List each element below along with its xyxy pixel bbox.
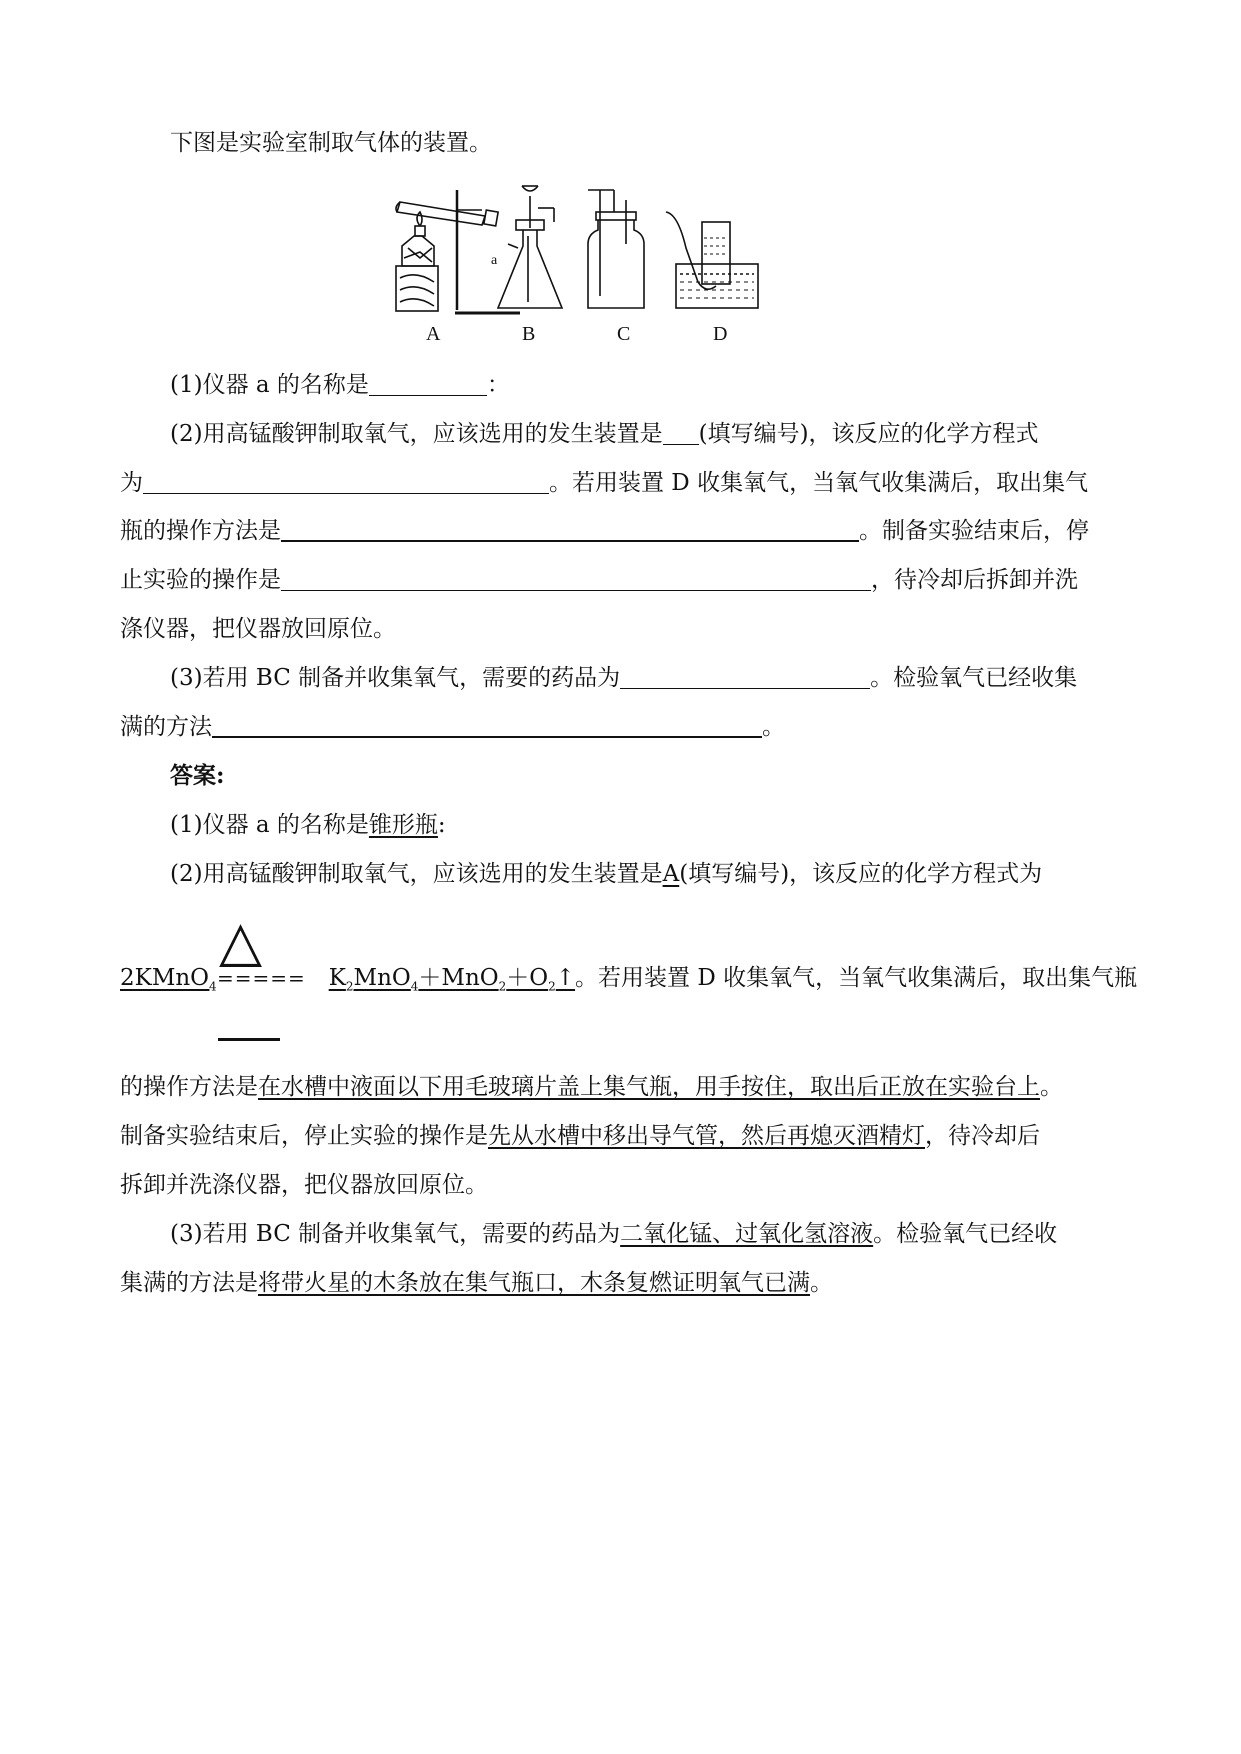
- intro-text: 下图是实验室制取气体的装置。: [170, 130, 492, 156]
- a2-answer-operation: 在水槽中液面以下用毛玻璃片盖上集气瓶，用手按住，取出后正放在实验台上: [258, 1074, 1040, 1100]
- instrument-label-a: a: [491, 253, 498, 268]
- a3-answer-reagents: 二氧化锰、过氧化氢溶液: [620, 1221, 874, 1247]
- answer-title: 答案:: [170, 762, 225, 789]
- answer-3-line-2: [120, 1267, 833, 1299]
- q2-blank-equation[interactable]: [143, 471, 549, 494]
- q3-blank-method[interactable]: [212, 714, 762, 738]
- q1-blank[interactable]: [369, 373, 487, 396]
- a2-answer-stop: 先从水槽中移出导气管，然后再熄灭酒精灯: [488, 1123, 925, 1149]
- question-3-line-1: [170, 662, 1077, 694]
- answer-2-line-3: [120, 1071, 1063, 1103]
- a3-answer-method: 将带火星的木条放在集气瓶口，木条复燃证明氧气已满: [258, 1270, 810, 1296]
- apparatus-a-drawing: [396, 190, 520, 313]
- q3-text-3: 满的方法: [120, 714, 212, 740]
- a2-text-7: ，待冷却后: [925, 1123, 1040, 1149]
- a3-text-4: 。: [810, 1270, 833, 1296]
- a2-answer-device: A: [662, 861, 680, 887]
- answer-1: [170, 809, 446, 841]
- a2-text-2: (填写编号)，该反应的化学方程式为: [679, 861, 1043, 887]
- q3-text-4: 。: [762, 714, 785, 740]
- q2-text-3: 为: [120, 470, 143, 496]
- q2-blank-operation[interactable]: [281, 518, 859, 542]
- q2-text-5: 瓶的操作方法是: [120, 518, 281, 544]
- apparatus-c-drawing: [588, 190, 644, 308]
- q2-text-7: 止实验的操作是: [120, 567, 281, 593]
- answer-3-line-1: [170, 1218, 1057, 1250]
- a1-suffix: :: [437, 812, 446, 838]
- q2-text-4: 。若用装置 D 收集氧气，当氧气收集满后，取出集气: [549, 470, 1089, 496]
- q1-text: (1)仪器 a 的名称是: [170, 372, 369, 398]
- a1-answer: 锥形瓶: [368, 812, 438, 838]
- q3-blank-reagents[interactable]: [620, 666, 870, 689]
- equation-underline: [218, 1038, 280, 1041]
- a3-text-2: 。检验氧气已经收: [873, 1221, 1058, 1247]
- question-2-line-2: [120, 467, 1088, 499]
- label-b: B: [522, 323, 536, 345]
- question-1: [170, 369, 510, 401]
- answer-2-line-4: [120, 1120, 1040, 1152]
- answer-2-line-5: 拆卸并洗涤仪器，把仪器放回原位。: [120, 1172, 488, 1198]
- a2-text-5: 。: [1040, 1074, 1063, 1100]
- q2-blank-device[interactable]: [663, 422, 699, 445]
- equation-equals-sign: =====: [217, 966, 306, 990]
- a2-text-6: 制备实验结束后，停止实验的操作是: [120, 1123, 488, 1149]
- apparatus-d-drawing: [666, 212, 758, 308]
- label-d: D: [713, 323, 728, 345]
- q2-text-2: (填写编号)，该反应的化学方程式: [698, 421, 1039, 447]
- question-2-line-4: [120, 564, 1078, 596]
- q2-blank-stop[interactable]: [281, 568, 871, 591]
- a1-text: (1)仪器 a 的名称是: [170, 812, 369, 838]
- q3-text-2: 。检验氧气已经收集: [870, 665, 1078, 691]
- question-3-line-2: [120, 711, 785, 743]
- q2-text-8: ，待冷却后拆卸并洗: [871, 567, 1078, 593]
- apparatus-figure: [426, 178, 830, 348]
- a3-text-3: 集满的方法是: [120, 1270, 258, 1296]
- label-a: A: [426, 323, 441, 345]
- question-2-line-1: [170, 418, 1039, 450]
- q2-text-1: (2)用高锰酸钾制取氧气，应该选用的发生装置是: [170, 421, 663, 447]
- equation-products: $K_2MnO_4+MnO_2+O_2↑$: [328, 965, 576, 994]
- label-c: C: [617, 323, 631, 345]
- q2-text-6: 。制备实验结束后，停: [859, 518, 1089, 544]
- question-2-line-3: [120, 515, 1089, 547]
- q1-suffix: ：: [486, 372, 510, 398]
- a2-text-1: (2)用高锰酸钾制取氧气，应该选用的发生装置是: [170, 861, 663, 887]
- heat-triangle-symbol: △: [219, 909, 263, 974]
- answer-2-line-1: [170, 858, 1042, 890]
- equation-reactant: 2KMnO$_4$: [120, 965, 217, 994]
- q3-text-1: (3)若用 BC 制备并收集氧气，需要的药品为: [170, 665, 621, 691]
- a2-text-4: 的操作方法是: [120, 1074, 258, 1100]
- apparatus-b-drawing: [498, 186, 562, 308]
- a2-text-3: 。若用装置 D 收集氧气，当氧气收集满后，取出集气瓶: [575, 965, 1138, 991]
- question-2-line-5: 涤仪器，把仪器放回原位。: [120, 616, 396, 642]
- a3-text-1: (3)若用 BC 制备并收集氧气，需要的药品为: [170, 1221, 621, 1247]
